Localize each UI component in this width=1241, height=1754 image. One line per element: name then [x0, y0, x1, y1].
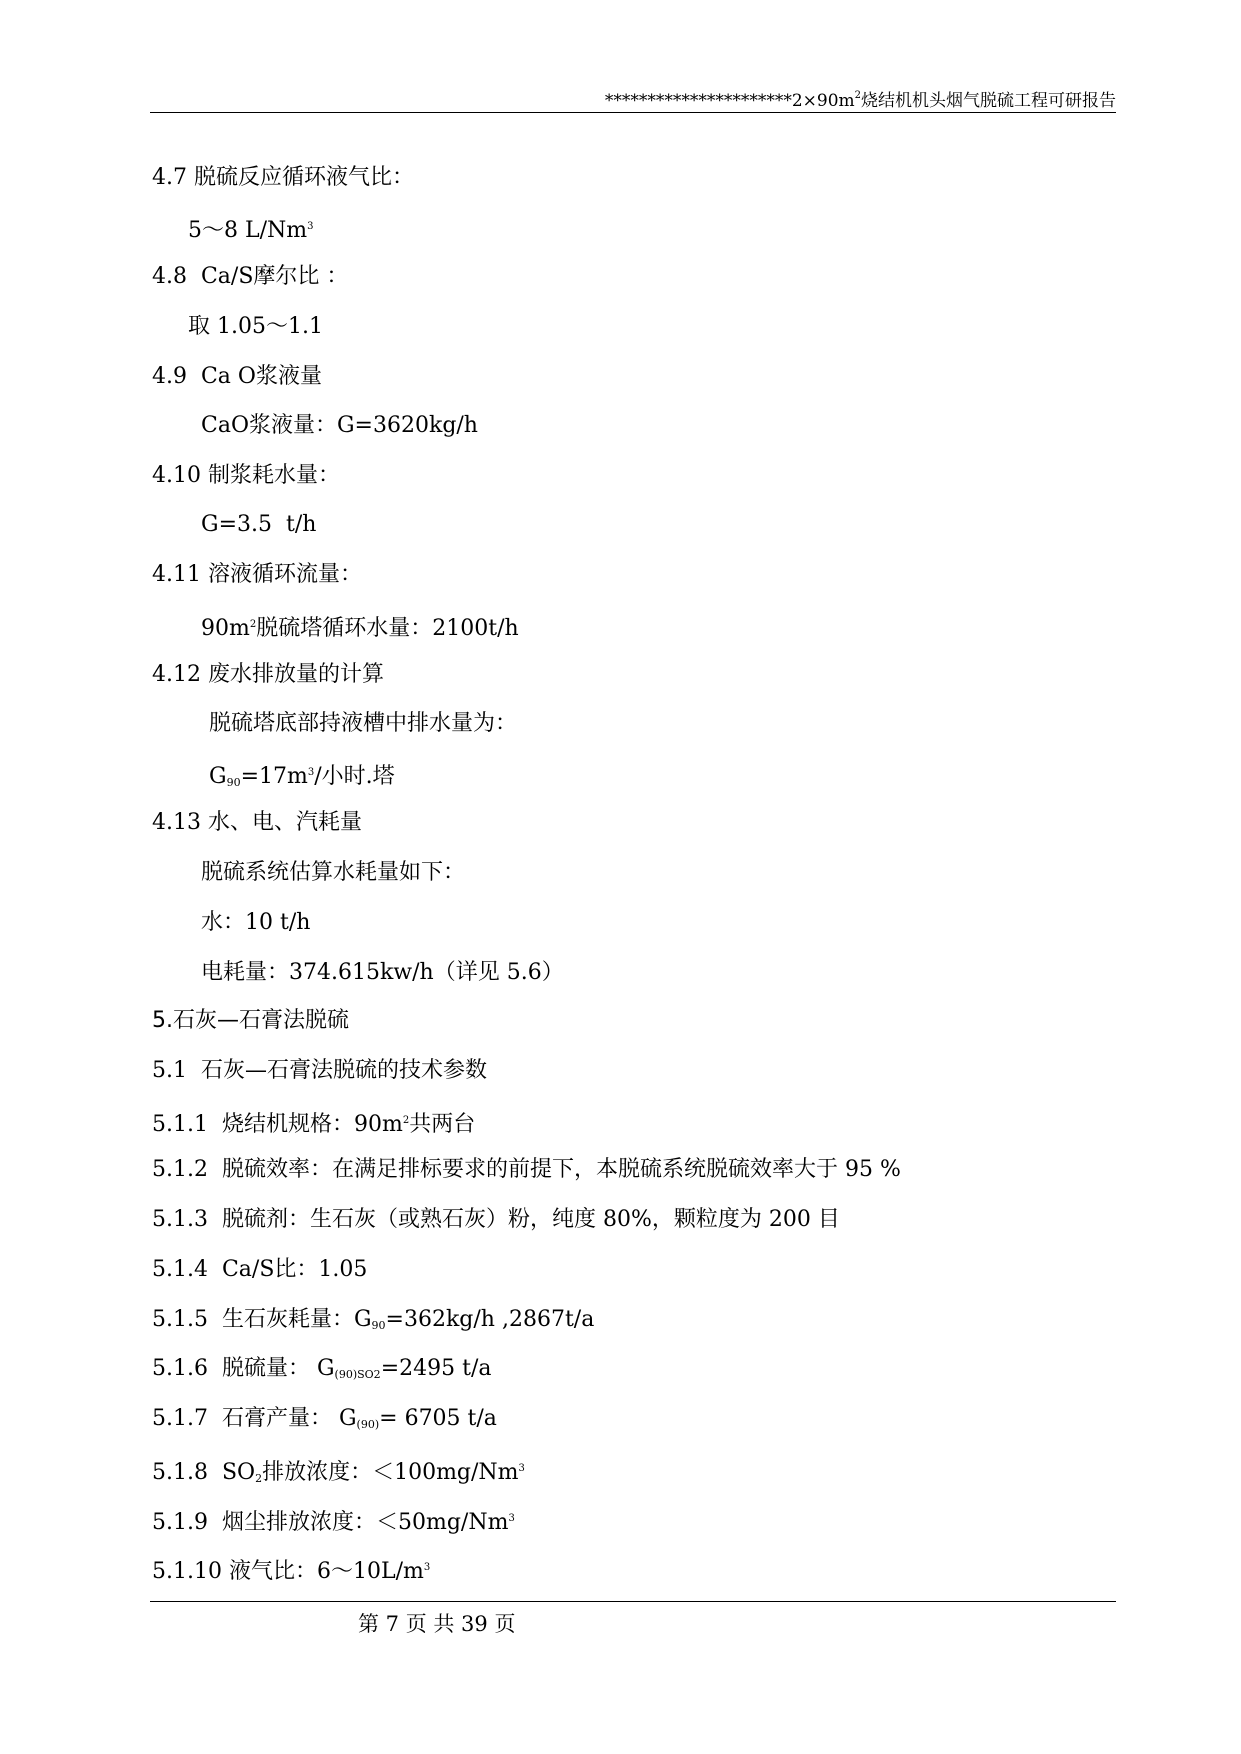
header-title: 烧结机机头烟气脱硫工程可研报告 — [861, 91, 1116, 111]
section-4-8: 4.8 Ca/S摩尔比 ： — [152, 264, 349, 289]
footer-rule — [150, 1601, 1116, 1602]
item-5-1-10: 5.1.10 液气比：$6\sim 10L/m^3$ — [152, 1559, 431, 1584]
section-4-7: 4.7 脱硫反应循环液气比： — [152, 165, 414, 190]
value-power: 电耗量：374.615kw/h（详见 5.6） — [201, 960, 564, 985]
value-4-11: $90m^2$脱硫塔循环水量：2100t/h — [201, 616, 519, 641]
page-header — [150, 86, 1116, 111]
item-5-1-7: 5.1.7 石膏产量： $G_{(90)}= 6705$ t/a — [152, 1406, 497, 1431]
section-4-9: 4.9 Ca O浆液量 — [152, 364, 322, 389]
value-4-12: $G_{90}=17m^3/$小时.塔 — [209, 764, 395, 789]
item-5-1-9: 5.1.9 烟尘排放浓度：$<50mg/Nm^3$ — [152, 1510, 515, 1535]
text-4-12: 脱硫塔底部持液槽中排水量为： — [209, 711, 518, 736]
item-5-1-2: 5.1.2 脱硫效率：在满足排标要求的前提下，本脱硫系统脱硫效率大于 95 % — [152, 1157, 901, 1182]
section-4-10: 4.10 制浆耗水量： — [152, 463, 340, 488]
item-5-1-6: 5.1.6 脱硫量： $G_{(90)SO2}=2495$ t/a — [152, 1356, 492, 1381]
header-stars: ********************** — [604, 91, 792, 111]
value-4-8: 取 1.05～1.1 — [188, 314, 323, 339]
section-5-1: 5.1 石灰—石膏法脱硫的技术参数 — [152, 1058, 487, 1083]
page-number: 第 7 页 共 39 页 — [358, 1612, 516, 1636]
value-4-9: CaO浆液量：G=3620kg/h — [201, 413, 478, 438]
header-sup: 2 — [854, 90, 861, 101]
header-prefix: 2×90m — [791, 91, 855, 111]
item-5-1-4: 5.1.4 Ca/S比：1.05 — [152, 1257, 368, 1282]
value-4-7: 5～8 L/Nm$^3$ — [188, 218, 314, 243]
value-4-10: G=3.5 t/h — [201, 512, 317, 537]
section-4-11: 4.11 溶液循环流量： — [152, 562, 362, 587]
item-5-1-5: 5.1.5 生石灰耗量：$G_{90}=362kg/h$ ,2867t/a — [152, 1307, 595, 1332]
item-5-1-1: 5.1.1 烧结机规格：$90m^2$共两台 — [152, 1112, 476, 1137]
item-5-1-8: 5.1.8 $SO_2$排放浓度：$<100mg/Nm^3$ — [152, 1460, 525, 1485]
section-5-heading: 5.石灰—石膏法脱硫 — [152, 1008, 349, 1033]
header-rule — [150, 112, 1116, 113]
item-5-1-3: 5.1.3 脱硫剂：生石灰（或熟石灰）粉，纯度 80%，颗粒度为 200 目 — [152, 1207, 840, 1232]
value-water: 水：10 t/h — [201, 910, 311, 935]
section-4-12: 4.12 废水排放量的计算 — [152, 662, 384, 687]
section-4-13: 4.13 水、电、汽耗量 — [152, 810, 362, 835]
text-4-13: 脱硫系统估算水耗量如下： — [201, 860, 466, 885]
